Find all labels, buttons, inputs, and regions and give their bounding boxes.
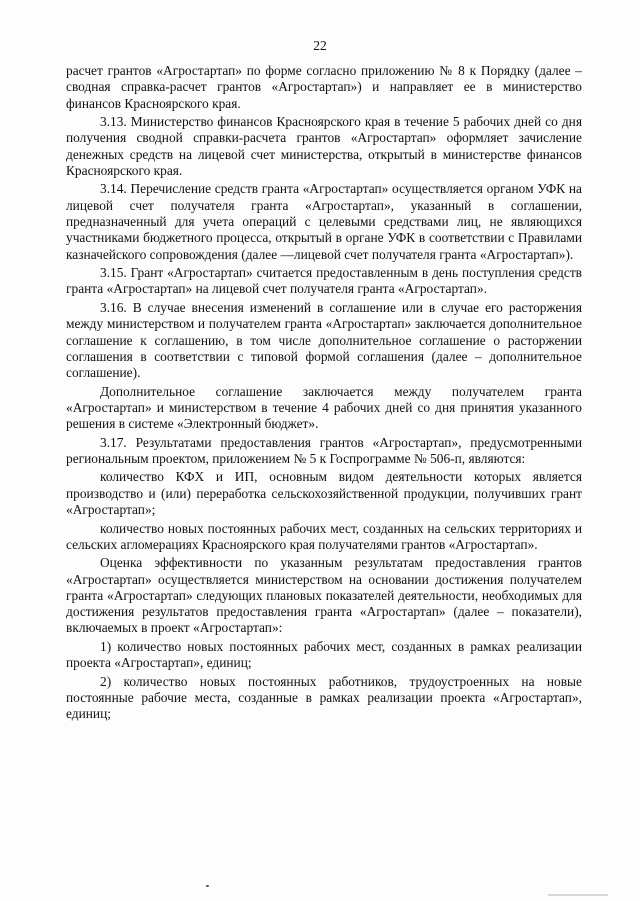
- paragraph-3-13: 3.13. Министерство финансов Красноярского края в течение 5 рабочих дней со дня получения сводной справки-расчета грантов «Агростартап» оформляет зачисление денежных средств на лицевой счет министерства, открытый в министерстве финансов Красноярского края.: [66, 114, 582, 178]
- result-item-kfh-ip: количество КФХ и ИП, основным видом деятельности которых является производство и (или) переработка сельскохозяйственной продукции, получивших грант «Агростартап»;: [66, 469, 582, 518]
- paragraph-3-15: 3.15. Грант «Агростартап» считается предоставленным в день поступления средств гранта «Агростартап» на лицевой счет получателя гранта «Агростартап».: [66, 265, 582, 297]
- paragraph-3-17: 3.17. Результатами предоставления грантов «Агростартап», предусмотренными региональным проектом, приложением № 5 к Госпрограмме № 506-п, являются:: [66, 434, 582, 466]
- paragraph-continuation: расчет грантов «Агростартап» по форме согласно приложению № 8 к Порядку (далее – сводная справка-расчет грантов «Агростартап») и направляет ее в министерство финансов Красноярского края.: [66, 63, 582, 111]
- paragraph-3-16: 3.16. В случае внесения изменений в соглашение или в случае его расторжения между министерством и получателем гранта «Агростартап» заключается дополнительное соглашение к соглашению, в том числе дополнительное соглашение о расторжении соглашения в соответствии с типовой формой соглашения (далее – дополнительное соглашение).: [66, 299, 582, 381]
- document-body: [66, 63, 582, 725]
- scan-artifact-smudge: [548, 894, 608, 896]
- result-item-new-jobs: количество новых постоянных рабочих мест, созданных на сельских территориях и сельских агломерациях Красноярского края получателями грантов «Агростартап».: [66, 520, 582, 552]
- paragraph-3-14: 3.14. Перечисление средств гранта «Агростартап» осуществляется органом УФК на лицевой счет получателя гранта «Агростартап», указанный в соглашении, предназначенный для учета операций с целевыми средствами лиц, не являющихся участниками бюджетного процесса, открытый в органе УФК в соответствии с Правилами казначейского сопровождения (далее —лицевой счет получателя гранта «Агростартап»).: [66, 181, 582, 262]
- indicator-item-1: 1) количество новых постоянных рабочих мест, созданных в рамках реализации проекта «Агростартап», единиц;: [66, 638, 582, 671]
- paragraph-additional-agreement: Дополнительное соглашение заключается между получателем гранта «Агростартап» и министерством в течение 4 рабочих дней со дня принятия указанного решения в системе «Электронный бюджет».: [66, 383, 582, 432]
- paragraph-efficiency-assessment: Оценка эффективности по указанным результатам предоставления грантов «Агростартап» осуществляется министерством на основании достижения получателем гранта «Агростартап» следующих плановых показателей деятельности, необходимых для достижения результатов предоставления гранта «Агростартап» (далее – показатели), включаемых в проект «Агростартап»:: [66, 555, 582, 636]
- scan-artifact-dot: [206, 885, 209, 887]
- indicator-item-2: 2) количество новых постоянных работников, трудоустроенных на новые постоянные рабочие места, созданные в рамках реализации проекта «Агростартап», единиц;: [66, 673, 582, 722]
- page-number: 22: [313, 38, 327, 53]
